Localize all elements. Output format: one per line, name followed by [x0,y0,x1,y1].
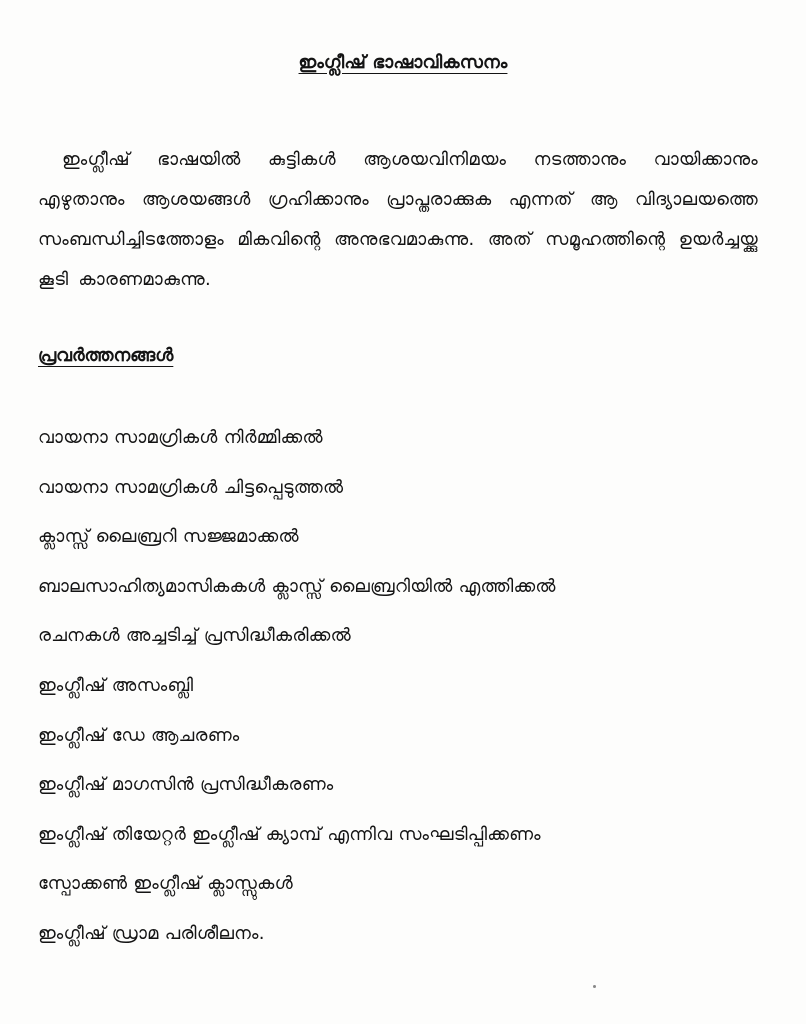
scan-speck [593,985,596,988]
activity-item: ഇംഗ്ലീഷ് ഡ്രാമ പരിശീലനം. [38,922,265,944]
activity-item: ക്ലാസ്സ് ലൈബ്രറി സജ്ജമാക്കൽ [38,526,299,548]
activity-item: രചനകൾ അച്ചടിച്ച് പ്രസിദ്ധീകരിക്കൽ [38,625,351,647]
activity-item: വായനാ സാമഗ്രികൾ ചിട്ടപ്പെടുത്തൽ [38,476,344,498]
activity-item: വായനാ സാമഗ്രികൾ നിർമ്മിക്കൽ [38,427,323,448]
intro-paragraph: ഇംഗ്ലീഷ് ഭാഷയിൽ കുട്ടികൾ ആശയവിനിമയം നടത്താനും വായിക്കാനും എഴുതാനും ആശയങ്ങൾ ഗ്രഹിക്കാനും പ്രാപ്തരാക്കുക എന്നത് ആ വിദ്യാലയത്തെ സംബന്ധിച്ചിടത്തോളം മികവിന്റെ അനുഭവമാകുന്നു. അത് സമൂഹത്തിന്റെ ഉയർച്ചയ്ക്കു കൂടി കാരണമാകുന്നു. [38,149,758,290]
activity-item: ഇംഗ്ലീഷ് അസംബ്ലി [38,674,194,696]
activity-item: ഇംഗ്ലീഷ് മാഗസിൻ പ്രസിദ്ധീകരണം [38,774,334,796]
activity-item: സ്പോക്കൺ ഇംഗ്ലീഷ് ക്ലാസ്സുകൾ [38,873,294,895]
document-title: ഇംഗ്ലീഷ് ഭാഷാവികസനം [298,52,508,73]
activities-heading: പ്രവർത്തനങ്ങൾ [38,345,174,366]
activity-item: ബാലസാഹിത്യമാസികകൾ ക്ലാസ്സ് ലൈബ്രറിയിൽ എത്തിക്കൽ [38,575,556,597]
activities-list [38,420,778,966]
activity-item: ഇംഗ്ലീഷ് തിയേറ്റർ ഇംഗ്ലീഷ് ക്യാമ്പ് എന്നിവ സംഘടിപ്പിക്കണം [38,823,541,845]
activity-item: ഇംഗ്ലീഷ് ഡേ ആചരണം [38,724,240,746]
